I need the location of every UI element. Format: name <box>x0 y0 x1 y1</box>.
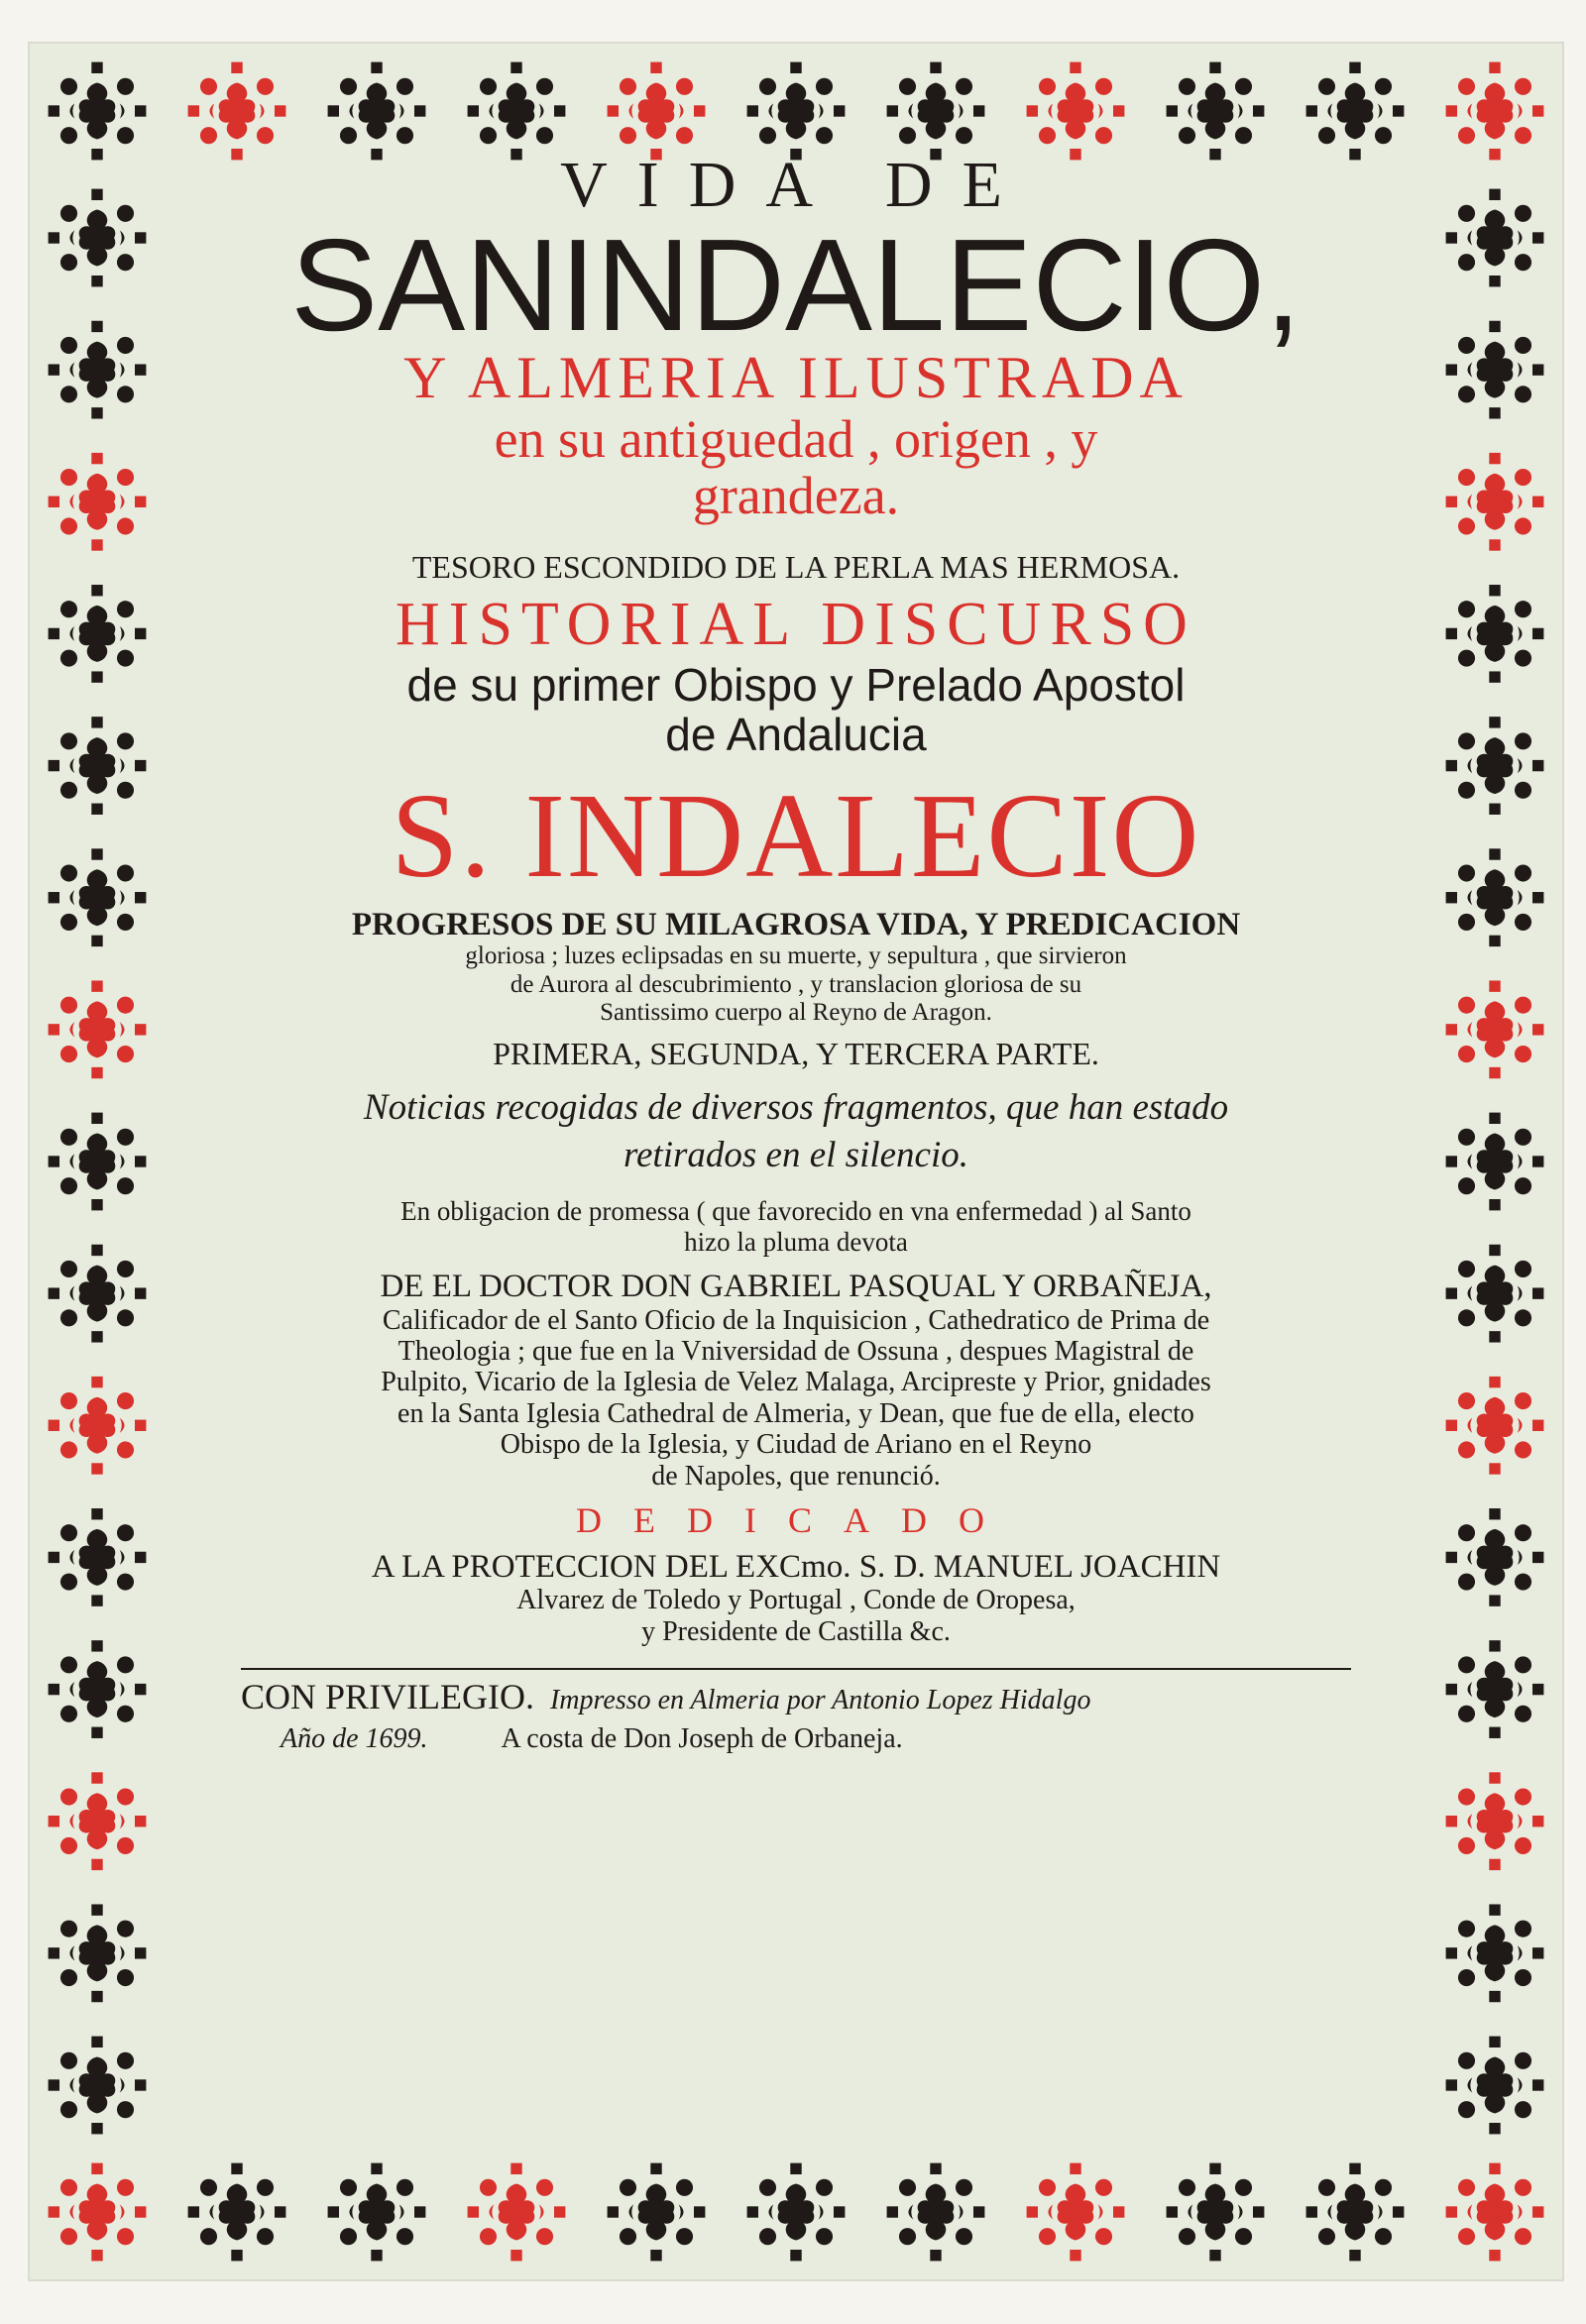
imprint-block <box>241 1668 1351 1755</box>
subtitle-primer-obispo: de su primer Obispo y Prelado Apostol <box>406 658 1186 711</box>
fleuron-ornament-icon <box>1446 1772 1544 1870</box>
author-name: DE EL DOCTOR DON GABRIEL PASQUAL Y ORBAÑEJA, <box>380 1269 1212 1304</box>
fleuron-ornament-icon <box>328 2163 426 2262</box>
title-line-sanindalecio: SANINDALECIO, <box>290 212 1302 359</box>
imprint-year: Año de 1699. <box>281 1723 428 1755</box>
title-line-antiguedad: en su antiguedad , origen , y <box>494 408 1098 469</box>
fleuron-ornament-icon <box>1446 2037 1544 2135</box>
fleuron-ornament-icon <box>49 717 147 815</box>
dedication-line-2: Alvarez de Toledo y Portugal , Conde de Oropesa, <box>516 1585 1076 1616</box>
subtitle-saint-name: S. INDALECIO <box>391 768 1201 903</box>
fleuron-ornament-icon <box>1446 1113 1544 1211</box>
author-credentials-2: Theologia ; que fue en la Vniversidad de Ossuna , despues Magistral de <box>397 1336 1194 1368</box>
fleuron-ornament-icon <box>49 2037 147 2135</box>
fleuron-ornament-icon <box>49 1377 147 1475</box>
fleuron-ornament-icon <box>1446 848 1544 946</box>
fleuron-ornament-icon <box>49 980 147 1078</box>
author-credentials-6: de Napoles, que renunció. <box>651 1460 941 1492</box>
fleuron-ornament-icon <box>49 453 147 551</box>
fleuron-ornament-icon <box>1027 62 1125 161</box>
fleuron-ornament-icon <box>1027 2163 1125 2262</box>
fleuron-ornament-icon <box>887 62 985 161</box>
fleuron-ornament-icon <box>49 848 147 946</box>
imprint-privilegio: CON PRIVILEGIO. <box>241 1677 534 1717</box>
parts-line: PRIMERA, SEGUNDA, Y TERCERA PARTE. <box>493 1036 1099 1072</box>
subtitle-historial: HISTORIAL DISCURSO <box>396 590 1196 658</box>
fleuron-ornament-icon <box>49 1904 147 2002</box>
fleuron-ornament-icon <box>1446 62 1544 161</box>
dedication-line-1: A LA PROTECCION DEL EXCmo. S. D. MANUEL JOACHIN <box>371 1548 1221 1585</box>
fleuron-ornament-icon <box>747 62 846 161</box>
dedicado-heading: DEDICADO <box>576 1499 1016 1540</box>
fleuron-ornament-icon <box>1446 1640 1544 1738</box>
fleuron-ornament-icon <box>49 321 147 419</box>
fleuron-ornament-icon <box>608 62 706 161</box>
fleuron-ornament-icon <box>1446 1508 1544 1606</box>
fleuron-ornament-icon <box>49 1113 147 1211</box>
author-credentials-1: Calificador de el Santo Oficio de la Inquisicion , Cathedratico de Prima de <box>382 1304 1210 1336</box>
imprint-costa: A costa de Don Joseph de Orbaneja. <box>501 1723 903 1755</box>
title-page <box>28 42 1564 2281</box>
fleuron-ornament-icon <box>1446 1377 1544 1475</box>
fleuron-ornament-icon <box>1446 1904 1544 2002</box>
fleuron-ornament-icon <box>49 1508 147 1606</box>
subtitle-andalucia: de Andalucia <box>665 709 927 761</box>
author-credentials-4: en la Santa Iglesia Cathedral de Almeria, y Dean, que fue de ella, electo <box>397 1397 1194 1429</box>
title-text <box>221 151 1371 2133</box>
fleuron-ornament-icon <box>1167 62 1265 161</box>
fleuron-ornament-icon <box>49 62 147 161</box>
fleuron-ornament-icon <box>1446 1245 1544 1343</box>
dedication-line-3: y Presidente de Castilla &c. <box>641 1615 951 1647</box>
fleuron-ornament-icon <box>608 2163 706 2262</box>
imprint-impresso: Impresso en Almeria por Antonio Lopez Hidalgo <box>549 1685 1091 1716</box>
fleuron-ornament-icon <box>1446 189 1544 287</box>
fleuron-ornament-icon <box>49 1640 147 1738</box>
description-line-2: gloriosa ; luzes eclipsadas en su muerte, y sepultura , que sirvieron <box>465 942 1127 970</box>
title-line-grandeza: grandeza. <box>692 465 900 525</box>
title-line-almeria: Y ALMERIA ILUSTRADA <box>403 344 1189 410</box>
fleuron-ornament-icon <box>1446 2163 1544 2262</box>
fleuron-ornament-icon <box>887 2163 985 2262</box>
fleuron-ornament-icon <box>1446 980 1544 1078</box>
fleuron-ornament-icon <box>468 2163 566 2262</box>
noticias-line-2: retirados en el silencio. <box>623 1135 968 1176</box>
fleuron-ornament-icon <box>747 2163 846 2262</box>
fleuron-ornament-icon <box>1446 321 1544 419</box>
subtitle-tesoro: TESORO ESCONDIDO DE LA PERLA MAS HERMOSA. <box>411 549 1181 586</box>
description-line-3: de Aurora al descubrimiento , y translacion gloriosa de su <box>510 970 1082 998</box>
fleuron-ornament-icon <box>49 2163 147 2262</box>
fleuron-ornament-icon <box>49 585 147 683</box>
title-line-vida: VIDA DE <box>560 149 1032 221</box>
fleuron-ornament-icon <box>188 62 286 161</box>
fleuron-ornament-icon <box>1446 717 1544 815</box>
fleuron-ornament-icon <box>49 1245 147 1343</box>
description-line-1: PROGRESOS DE SU MILAGROSA VIDA, Y PREDICACION <box>351 906 1241 942</box>
author-credentials-3: Pulpito, Vicario de la Iglesia de Velez Malaga, Arcipreste y Prior, gnidades <box>381 1367 1211 1398</box>
fleuron-ornament-icon <box>1446 453 1544 551</box>
fleuron-ornament-icon <box>1167 2163 1265 2262</box>
fleuron-ornament-icon <box>1306 62 1405 161</box>
obligacion-line-2: hizo la pluma devota <box>684 1226 908 1257</box>
noticias-line-1: Noticias recogidas de diversos fragmentos, que han estado <box>363 1086 1229 1128</box>
fleuron-ornament-icon <box>1306 2163 1405 2262</box>
fleuron-ornament-icon <box>328 62 426 161</box>
author-credentials-5: Obispo de la Iglesia, y Ciudad de Ariano en el Reyno <box>500 1429 1092 1461</box>
obligacion-line-1: En obligacion de promessa ( que favorecido en vna enfermedad ) al Santo <box>400 1196 1191 1227</box>
fleuron-ornament-icon <box>1446 585 1544 683</box>
fleuron-ornament-icon <box>49 189 147 287</box>
fleuron-ornament-icon <box>49 1772 147 1870</box>
fleuron-ornament-icon <box>468 62 566 161</box>
description-line-4: Santissimo cuerpo al Reyno de Aragon. <box>600 998 992 1026</box>
fleuron-ornament-icon <box>188 2163 286 2262</box>
